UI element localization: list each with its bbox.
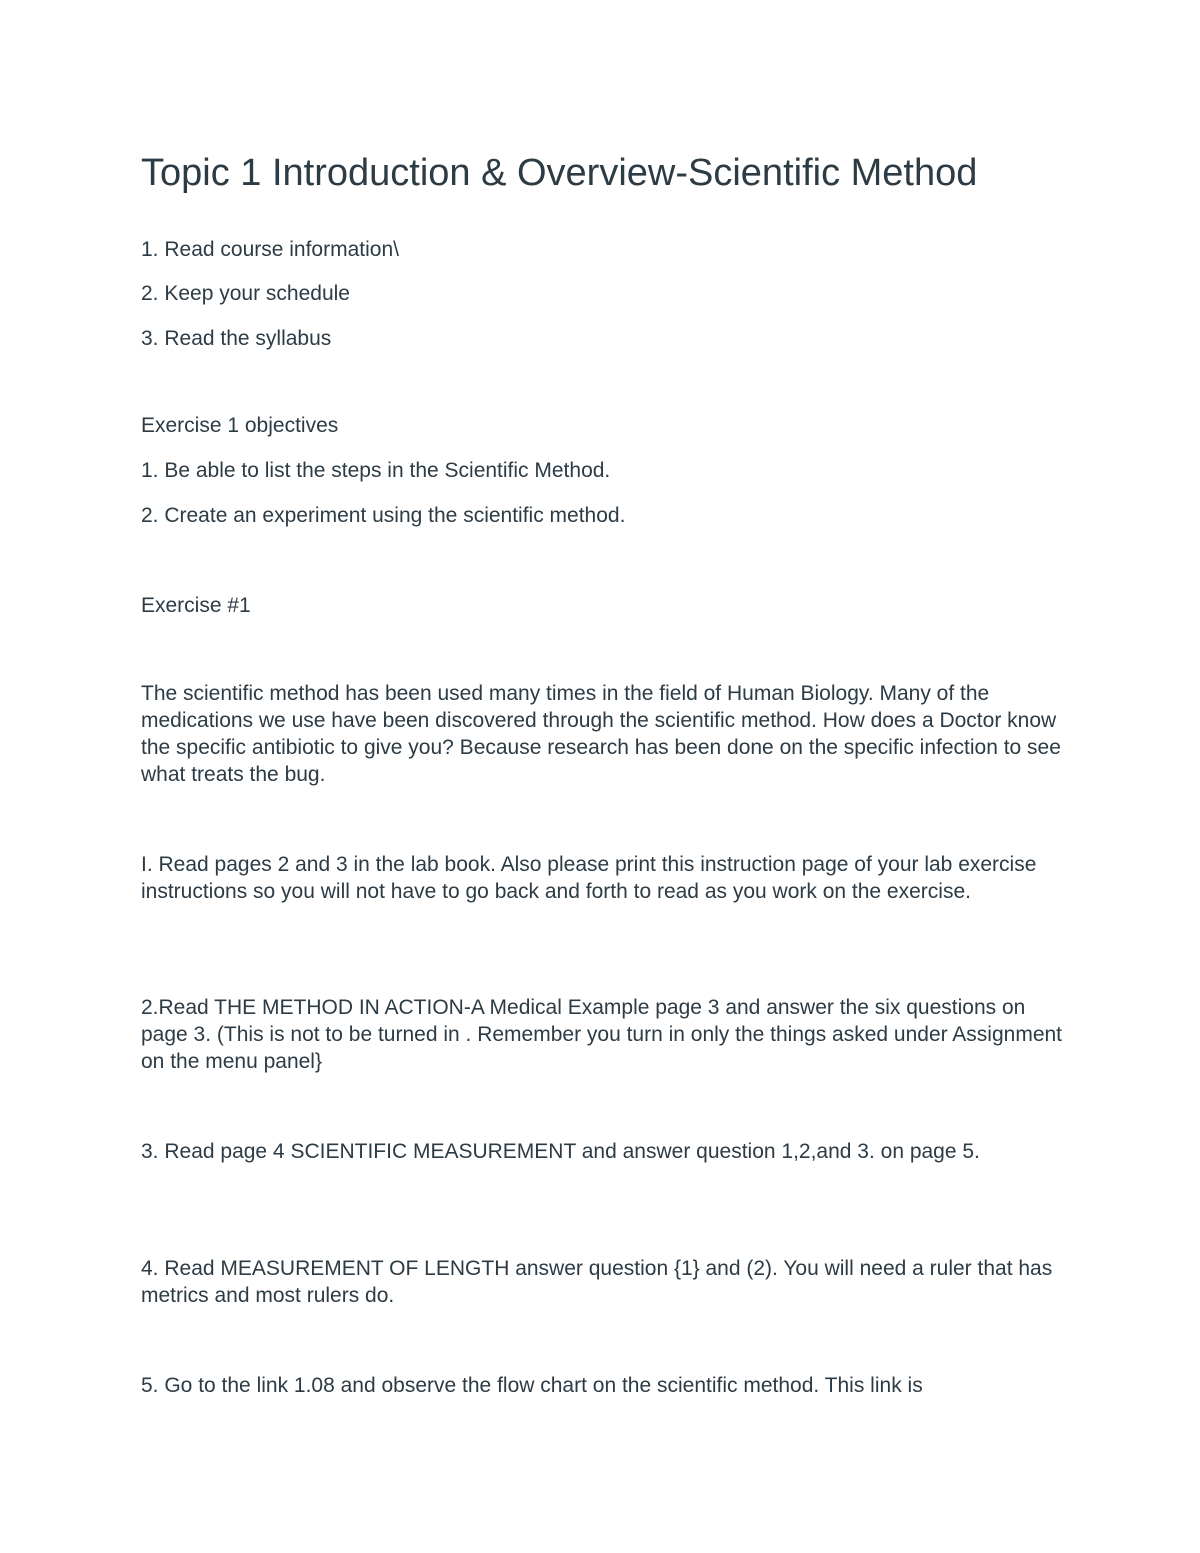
- todo-item: 2. Keep your schedule: [141, 282, 350, 305]
- todo-item: 3. Read the syllabus: [141, 327, 332, 350]
- todo-item: 1. Read course information\: [141, 238, 399, 261]
- step-paragraph: 5. Go to the link 1.08 and observe the flow chart on the scientific method. This link is: [141, 1374, 923, 1397]
- step-paragraph: 2.Read THE METHOD IN ACTION-A Medical Example page 3 and answer the six questions on page 3. (This is not to be turned in . Remember you turn in only the things asked under Assignment on the menu panel}: [141, 996, 1063, 1073]
- step-paragraph: I. Read pages 2 and 3 in the lab book. Also please print this instruction page of your lab exercise instructions so you will not have to go back and forth to read as you work on the exercise.: [141, 853, 1037, 903]
- step-paragraph: 3. Read page 4 SCIENTIFIC MEASUREMENT and answer question 1,2,and 3. on page 5.: [141, 1140, 980, 1163]
- step-paragraph: 4. Read MEASUREMENT OF LENGTH answer question {1} and (2). You will need a ruler that has metrics and most rulers do.: [141, 1257, 1053, 1307]
- page-title: Topic 1 Introduction & Overview-Scientific Method: [141, 152, 978, 194]
- objective-item: 2. Create an experiment using the scientific method.: [141, 504, 626, 527]
- exercise-heading: Exercise #1: [141, 594, 251, 617]
- intro-paragraph: The scientific method has been used many times in the field of Human Biology. Many of the medications we use have been discovered through the scientific method. How does a Doctor know the specific antibiotic to give you? Because research has been done on the specific infection to see what treats the bug.: [141, 682, 1061, 786]
- objective-item: 1. Be able to list the steps in the Scientific Method.: [141, 459, 611, 482]
- objectives-heading: Exercise 1 objectives: [141, 414, 339, 437]
